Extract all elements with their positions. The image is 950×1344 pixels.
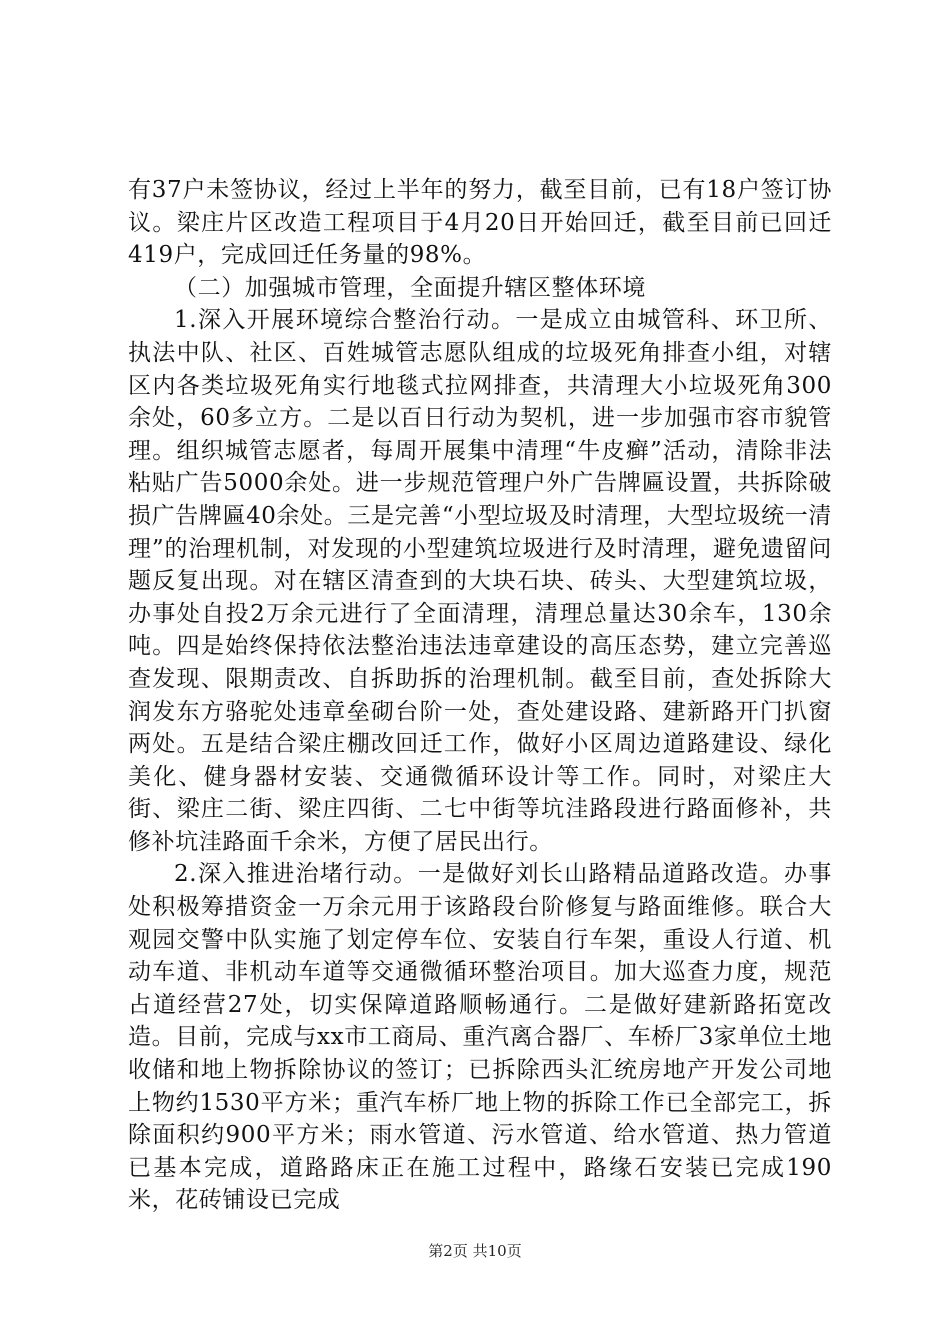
page-number-footer: 第2页 共10页: [428, 1242, 522, 1260]
section-heading: （二）加强城市管理，全面提升辖区整体环境: [174, 274, 646, 301]
paragraph-continuation: 有37户未签协议，经过上半年的努力，截至目前，已有18户签订协议。梁庄片区改造工程项目于4月20日开始回迁，截至目前已回迁419户，完成回迁任务量的98%。: [128, 177, 832, 269]
paragraph-traffic: 2.深入推进治堵行动。一是做好刘长山路精品道路改造。办事处积极筹措资金一万余元用于该路段台阶修复与路面维修。联合大观园交警中队实施了划定停车位、安装自行车架，重设人行道、机动车道、非机动车道等交通微循环整治项目。加大巡查力度，规范占道经营27处，切实保障道路顺畅通行。二是做好建新路拓宽改造。目前，完成与xx市工商局、重汽离合器厂、车桥厂3家单位土地收储和地上物拆除协议的签订；已拆除西头汇统房地产开发公司地上物约1530平方米；重汽车桥厂地上物的拆除工作已全部完工，拆除面积约900平方米；雨水管道、污水管道、给水管道、热力管道已基本完成，道路路床正在施工过程中，路缘石安装已完成190米，花砖铺设已完成: [128, 861, 832, 1214]
paragraph-environment: 1.深入开展环境综合整治行动。一是成立由城管科、环卫所、执法中队、社区、百姓城管志愿队组成的垃圾死角排查小组，对辖区内各类垃圾死角实行地毯式拉网排查，共清理大小垃圾死角300余处，60多立方。二是以百日行动为契机，进一步加强市容市貌管理。组织城管志愿者，每周开展集中清理“牛皮癣”活动，清除非法粘贴广告5000余处。进一步规范管理户外广告牌匾设置，共拆除破损广告牌匾40余处。三是完善“小型垃圾及时清理，大型垃圾统一清理”的治理机制，对发现的小型建筑垃圾进行及时清理，避免遗留问题反复出现。对在辖区清查到的大块石块、砖头、大型建筑垃圾，办事处自投2万余元进行了全面清理，清理总量达30余车，130余吨。四是始终保持依法整治违法违章建设的高压态势，建立完善巡查发现、限期责改、自拆助拆的治理机制。截至目前，查处拆除大润发东方骆驼处违章垒砌台阶一处，查处建设路、建新路开门扒窗两处。五是结合梁庄棚改回迁工作，做好小区周边道路建设、绿化美化、健身器材安装、交通微循环设计等工作。同时，对梁庄大街、梁庄二街、梁庄四街、二七中街等坑洼路段进行路面修补，共修补坑洼路面千余米，方便了居民出行。: [128, 307, 832, 855]
document-body: [128, 174, 832, 1217]
